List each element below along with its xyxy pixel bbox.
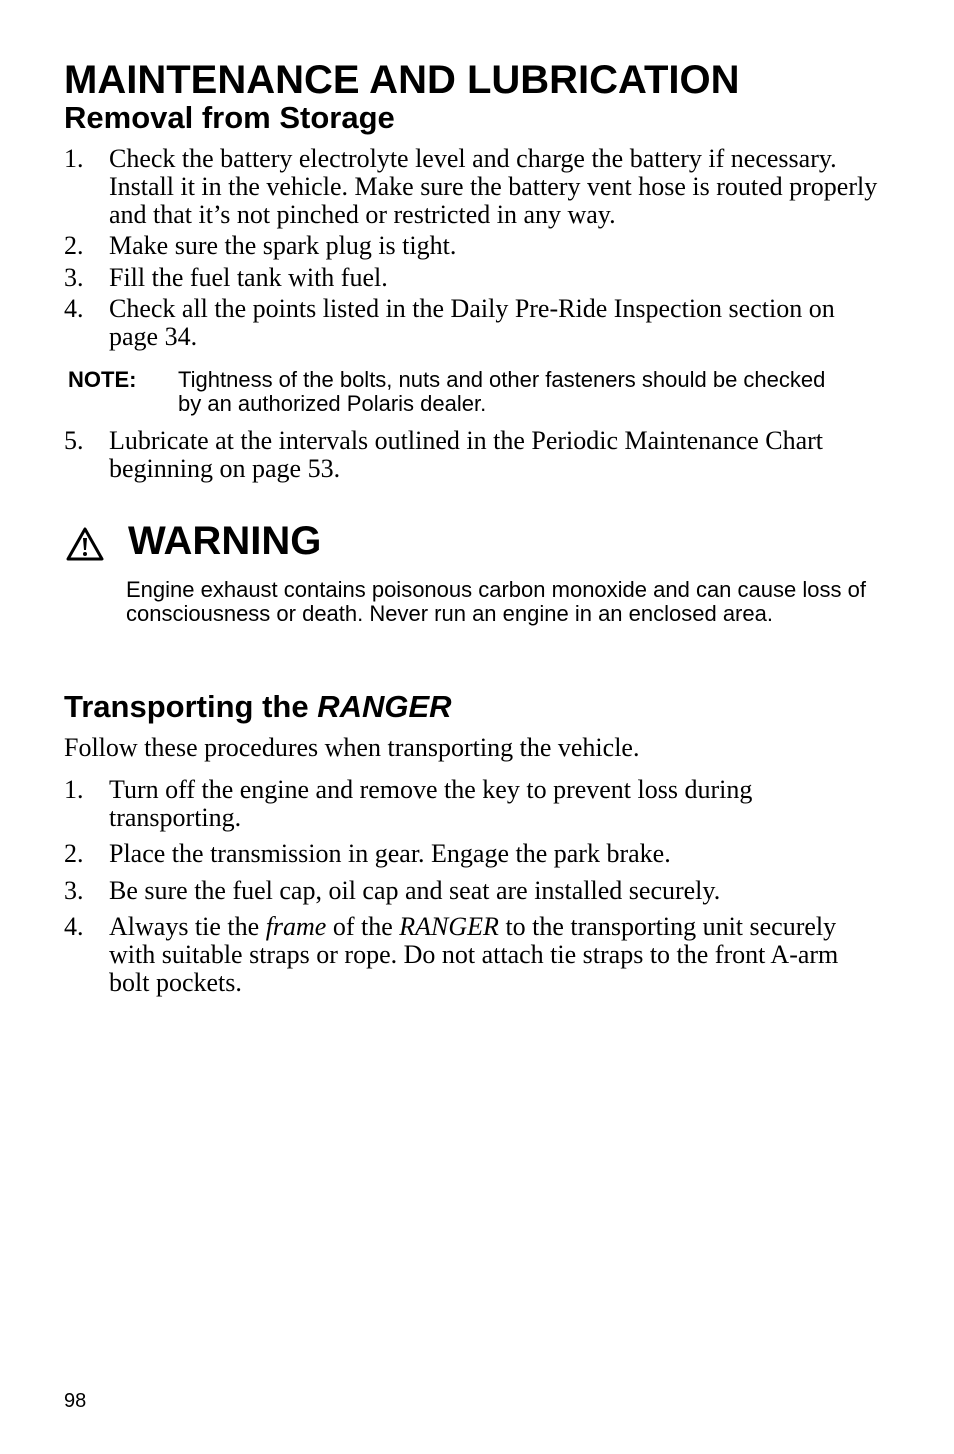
item-text: Place the transmission in gear. Engage the park brake. xyxy=(109,839,671,868)
item-number: 4. xyxy=(64,294,84,323)
item-text: Fill the fuel tank with fuel. xyxy=(109,263,388,292)
list-item xyxy=(64,264,884,292)
page-number: 98 xyxy=(64,1390,87,1412)
list-item xyxy=(64,913,884,997)
note-label: NOTE: xyxy=(68,367,137,392)
page-title: MAINTENANCE AND LUBRICATION xyxy=(64,58,740,102)
list-item xyxy=(64,776,824,832)
list-item xyxy=(64,145,884,229)
section-heading-transporting xyxy=(64,690,452,724)
text-part: Always tie the xyxy=(109,912,266,941)
item-number: 3. xyxy=(64,263,84,292)
heading-prefix: Transporting the xyxy=(64,689,318,724)
text-emphasis: RANGER xyxy=(399,912,499,941)
item-text: Be sure the fuel cap, oil cap and seat are installed securely. xyxy=(109,876,721,905)
list-item xyxy=(64,877,884,905)
heading-vehicle-name: RANGER xyxy=(317,689,452,724)
item-number: 2. xyxy=(64,231,84,260)
intro-text: Follow these procedures when transporting the vehicle. xyxy=(64,733,640,762)
warning-text: Engine exhaust contains poisonous carbon monoxide and can cause loss of consciousness or death. Never run an engine in an enclosed area. xyxy=(126,577,866,626)
item-number: 3. xyxy=(64,876,84,905)
list-item xyxy=(64,232,884,260)
item-text: Check the battery electrolyte level and charge the battery if necessary. Install it in the vehicle. Make sure the battery vent hose is routed properly and that it’s not pinched or restricted in any way. xyxy=(109,144,878,229)
note-text: Tightness of the bolts, nuts and other fasteners should be checked by an authorized Polaris dealer. xyxy=(178,367,826,416)
section-heading-removal: Removal from Storage xyxy=(64,100,395,135)
warning-triangle-icon xyxy=(66,527,104,561)
warning-heading: WARNING xyxy=(128,519,322,563)
text-part: to the transporting unit securely with suitable straps or rope. Do not attach tie straps to the front A-arm bolt pockets. xyxy=(109,912,839,997)
item-text: Check all the points listed in the Daily Pre-Ride Inspection section on page 34. xyxy=(109,294,835,351)
item-number: 5. xyxy=(64,426,84,455)
text-part: of the xyxy=(326,912,400,941)
list-item xyxy=(64,295,884,351)
list-item xyxy=(64,840,884,868)
item-number: 4. xyxy=(64,912,84,941)
item-number: 1. xyxy=(64,775,84,804)
item-number: 2. xyxy=(64,839,84,868)
item-text xyxy=(109,913,884,997)
item-text: Lubricate at the intervals outlined in the Periodic Maintenance Chart beginning on page 53. xyxy=(109,426,824,483)
item-text: Make sure the spark plug is tight. xyxy=(109,231,457,260)
note xyxy=(68,368,848,416)
item-number: 1. xyxy=(64,144,84,173)
item-text: Turn off the engine and remove the key to prevent loss during transporting. xyxy=(109,775,753,832)
list-item xyxy=(64,427,884,483)
text-emphasis: frame xyxy=(265,912,327,941)
